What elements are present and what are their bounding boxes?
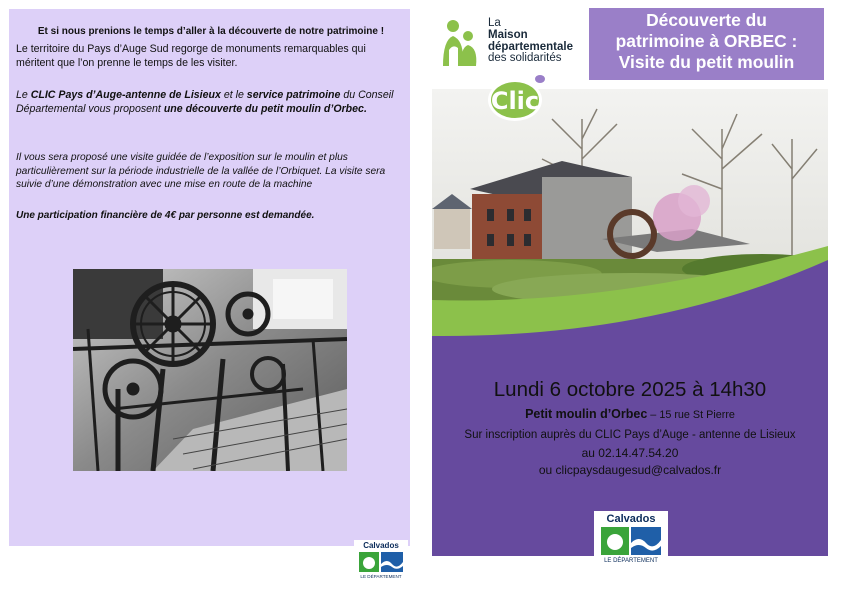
calvados-logo-name: Calvados (606, 513, 656, 525)
mill-machinery-photo (73, 269, 347, 471)
event-address: – 15 rue St Pierre (647, 409, 735, 421)
clic-name: CLIC Pays d’Auge-antenne de Lisieux (30, 89, 221, 101)
event-place-name: Petit moulin d’Orbec (525, 407, 648, 421)
calvados-logo-name: Calvados (363, 541, 399, 550)
discovery-text: une découverte du petit moulin d’Orbec. (163, 103, 367, 115)
md-logo-line3: départementale (488, 40, 574, 53)
md-logo-line1: La (488, 17, 501, 29)
clic-logo-text: Clic (490, 87, 540, 115)
event-place (432, 407, 828, 421)
title-line1: Découverte du (646, 10, 767, 30)
left-heading: Et si nous prenions le temps d’aller à la découverte de notre patrimoine ! (37, 26, 385, 37)
phone-number: au 02.14.47.54.20 (581, 446, 679, 460)
calvados-emblem-icon (359, 552, 403, 572)
title-line3: Visite du petit moulin (618, 52, 795, 72)
partners-paragraph (16, 88, 406, 116)
service-name: service patrimoine (246, 89, 341, 101)
registration-info: Sur inscription auprès du CLIC Pays d’Auge - antenne de Lisieux (464, 429, 796, 441)
md-logo-line2: Maison (488, 28, 528, 41)
calvados-emblem-icon (601, 527, 661, 555)
partners-text-2: et le (220, 89, 247, 101)
calvados-logo-left (354, 540, 408, 584)
partners-text-3: du Conseil Départemental vous proposent (16, 89, 394, 115)
email-address: ou clicpaysdaugesud@calvados.fr (538, 463, 722, 477)
intro-paragraph: Le territoire du Pays d’Auge Sud regorge de monuments remarquables qui méritent que l’on prenne le temps de les visiter. (16, 43, 366, 69)
event-date: Lundi 6 octobre 2025 à 14h30 (493, 378, 767, 401)
solidarites-figures-icon (440, 18, 484, 70)
title-line2: patrimoine à ORBEC : (615, 31, 798, 51)
event-title (589, 10, 824, 73)
partners-text-1: Le (16, 89, 31, 101)
visit-description: Il vous sera proposé une visite guidée de l’exposition sur le moulin et plus particulièrement sur la période industrielle de la vallée de l’Orbiquet. La visite sera suivie d’une démonstration avec une mise en route de la machine (16, 152, 386, 190)
maison-departementale-logo (440, 18, 590, 70)
md-logo-text (488, 18, 573, 65)
calvados-logo-sub: LE DÉPARTEMENT (360, 574, 402, 579)
calvados-logo-sub: LE DÉPARTEMENT (604, 558, 658, 564)
calvados-logo-right (594, 511, 668, 569)
fee-notice: Une participation financière de 4€ par personne est demandée. (16, 210, 315, 221)
md-logo-line4: des solidarités (488, 52, 562, 65)
clic-logo (486, 72, 548, 124)
